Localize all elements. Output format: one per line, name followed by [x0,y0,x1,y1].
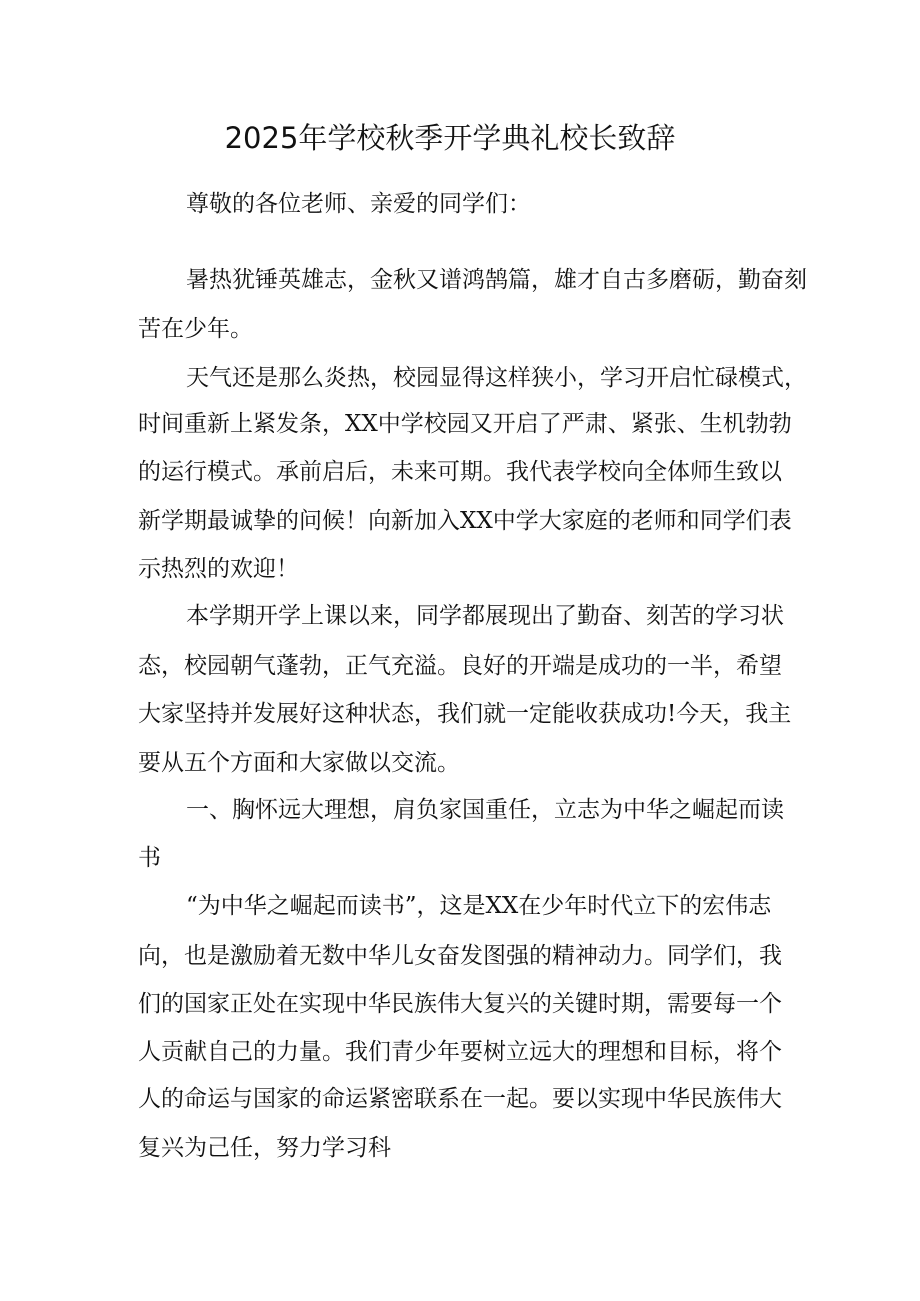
paragraph-line: 新学期最诚挚的问候！向新加入XX中学大家庭的老师和同学们表 [138,508,792,534]
paragraph-line: 的运行模式。承前启后，未来可期。我代表学校向全体师生致以 [138,459,782,485]
paragraph-line: 暑热犹锤英雄志，金秋又谱鸿鹄篇，雄才自古多磨砺，勤奋刻 [186,267,807,293]
paragraph-line: 要从五个方面和大家做以交流。 [138,750,460,776]
paragraph-line: 态，校园朝气蓬勃，正气充溢。良好的开端是成功的一半，希望 [138,653,782,679]
paragraph-line: 本学期开学上课以来，同学都展现出了勤奋、刻苦的学习状 [186,603,784,629]
paragraph-line: 时间重新上紧发条，XX中学校园又开启了严肃、紧张、生机勃勃 [138,411,792,437]
paragraph-line: 复兴为己任，努力学习科 [138,1135,391,1161]
paragraph-line: 天气还是那么炎热，校园显得这样狭小，学习开启忙碌模式， [186,365,807,391]
paragraph-line: 大家坚持并发展好这种状态，我们就一定能收获成功!今天，我主 [138,701,792,727]
paragraph-line: 示热烈的欢迎！ [138,556,299,582]
section-heading-line: 书 [138,845,161,871]
paragraph-line: 们的国家正处在实现中华民族伟大复兴的关键时期，需要每一个 [138,991,782,1017]
paragraph-line: 人贡献自己的力量。我们青少年要树立远大的理想和目标，将个 [138,1039,782,1065]
paragraph-line: 向，也是激励着无数中华儿女奋发图强的精神动力。同学们，我 [138,943,782,969]
document-title: 2025年学校秋季开学典礼校长致辞 [224,121,676,155]
salutation-line: 尊敬的各位老师、亲爱的同学们： [186,191,531,217]
paragraph-line: “为中华之崛起而读书”，这是XX在少年时代立下的宏伟志 [186,893,772,919]
paragraph-line: 人的命运与国家的命运紧密联系在一起。要以实现中华民族伟大 [138,1086,782,1112]
paragraph-line: 苦在少年。 [138,316,253,342]
section-heading-line: 一、胸怀远大理想，肩负家国重任，立志为中华之崛起而读 [186,797,784,823]
